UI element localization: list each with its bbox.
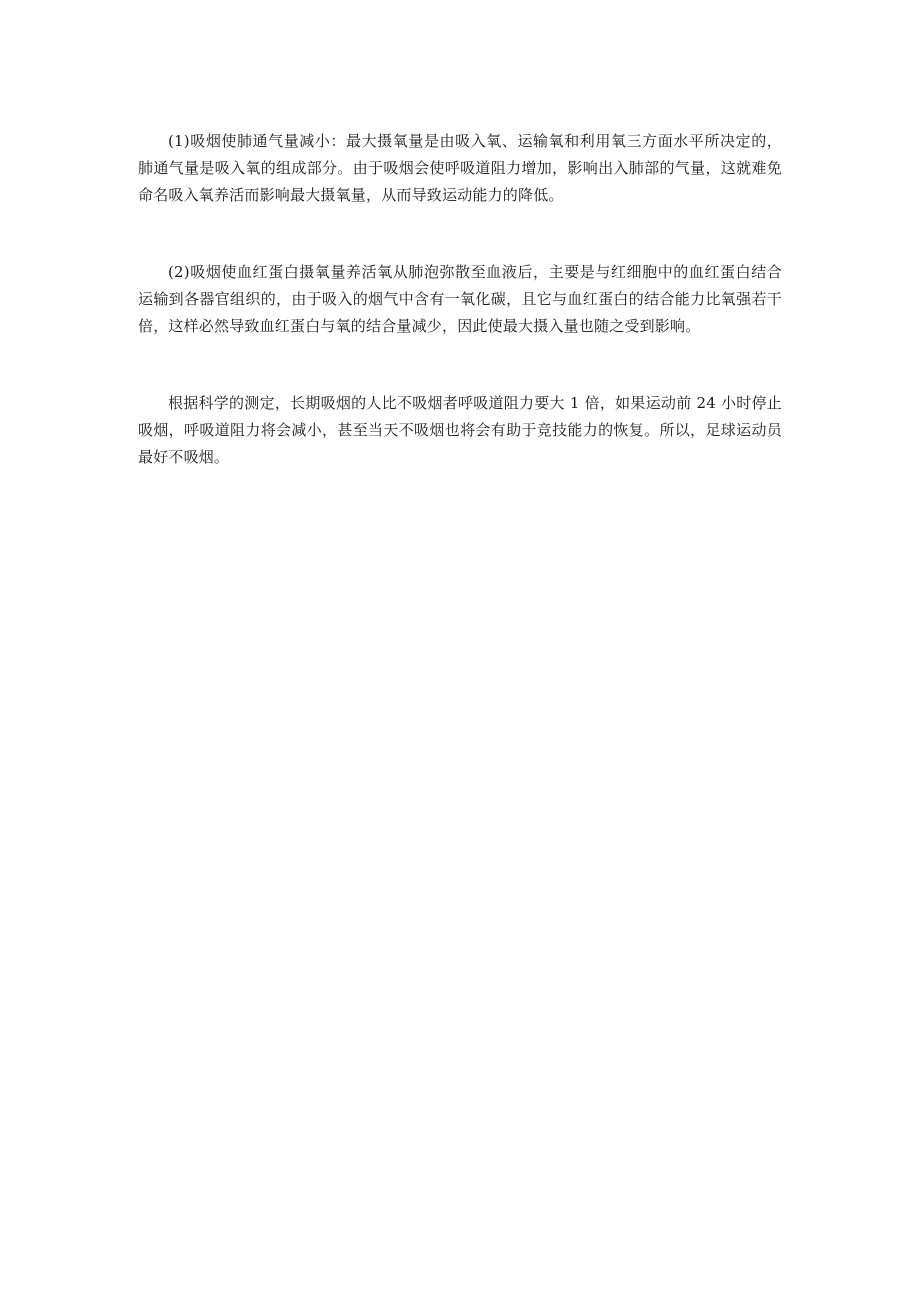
paragraph-hemoglobin-oxygen: (2)吸烟使血红蛋白摄氧量养活氧从肺泡弥散至血液后，主要是与红细胞中的血红蛋白结合运输到各器官组织的，由于吸入的烟气中含有一氧化碳，且它与血红蛋白的结合能力比氧强若干倍，这样必然导致血红蛋白与氧的结合量减少，因此使最大摄入量也随之受到影响。	[138, 263, 782, 335]
document-body	[138, 128, 782, 471]
paragraph-conclusion: 根据科学的测定，长期吸烟的人比不吸烟者呼吸道阻力要大 1 倍，如果运动前 24 小时停止吸烟，呼吸道阻力将会减小，甚至当天不吸烟也将会有助于竞技能力的恢复。所以，足球运动员最好不吸烟。	[138, 394, 782, 466]
paragraph-lung-ventilation: (1)吸烟使肺通气量减小：最大摄氧量是由吸入氧、运输氧和利用氧三方面水平所决定的，肺通气量是吸入氧的组成部分。由于吸烟会使呼吸道阻力增加，影响出入肺部的气量，这就难免命名吸入氧养活而影响最大摄氧量，从而导致运动能力的降低。	[138, 132, 782, 204]
